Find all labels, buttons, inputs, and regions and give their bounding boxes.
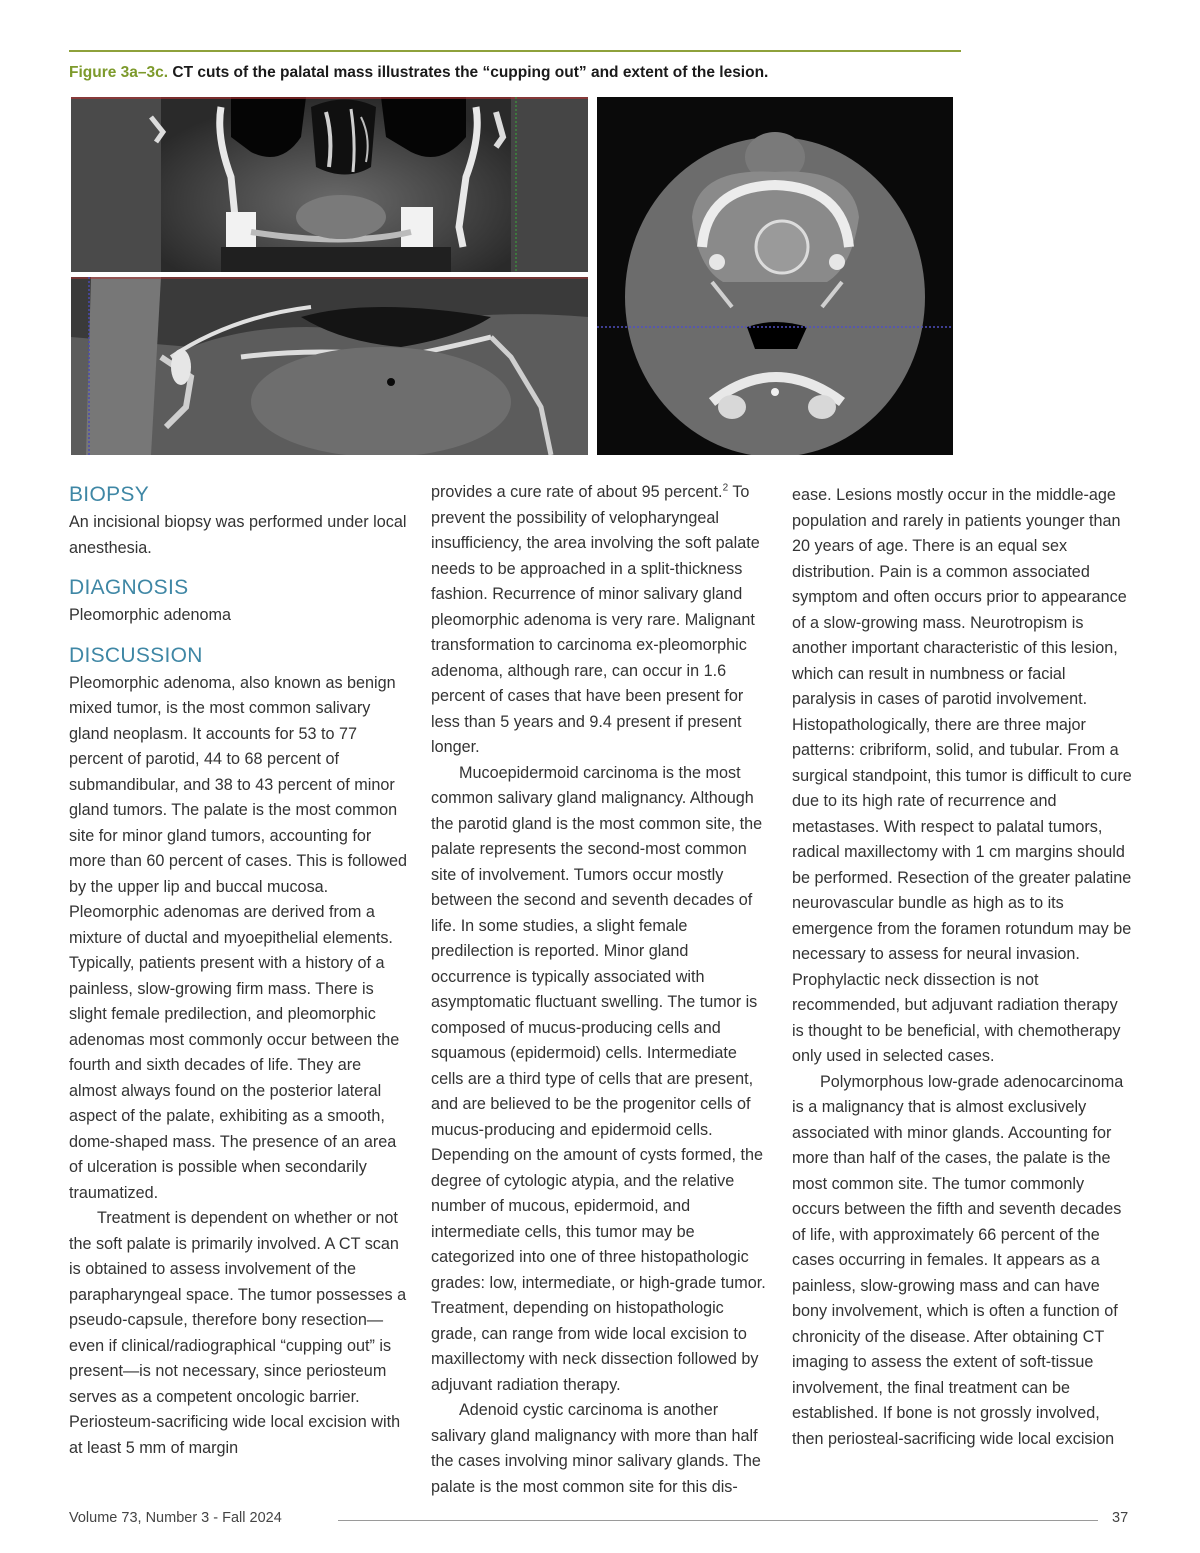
mucoepidermoid-paragraph: Mucoepidermoid carcinoma is the most common salivary gland malignancy. Although the parotid gland is the most common site, the palate represents the second-most common site of involvement. Tumors occur mostly between the second and seventh decades of life. In some studies, a slight female predilection is reported. Minor gland occurrence is typically associated with asymptomatic fluctuant swelling. The tumor is composed of mucus-producing cells and squamous (epidermoid) cells. Intermediate cells are a third type of cells that are present, and are believed to be the progenitor cells of mucus-producing and epidermoid cells. Depending on the amount of cysts formed, the degree of cytologic atypia, and the relative number of mucous, epidermoid, and intermediate cells, this tumor may be categorized into one of three histopathologic grades: low, intermediate, or high-grade tumor. Treatment, depending on histopathologic grade, can range from wide local excision to maxillectomy with neck dissection followed by adjuvant radiation therapy. [431, 763, 766, 1394]
adenoid-cystic-paragraph: Adenoid cystic carcinoma is another salivary gland malignancy with more than half the cases involving minor salivary glands. The palate is the most common site for this dis- [431, 1401, 761, 1496]
text-column-2 [431, 480, 771, 1500]
text-column-3 [792, 483, 1132, 1452]
ct-coronal-scan [71, 97, 588, 272]
discussion-heading: DISCUSSION [69, 643, 203, 667]
reference-superscript: 2 [722, 482, 729, 494]
text-column-1 [69, 478, 409, 1461]
ct-sagittal-scan [71, 277, 588, 455]
top-rule [69, 50, 961, 52]
polymorphous-paragraph: Polymorphous low-grade adenocarcinoma is a malignancy that is almost exclusively associated with minor glands. Accounting for more than half of the cases, the palate is the most common site. The tumor commonly occurs between the fifth and seventh decades of life, with approximately 66 percent of the cases occurring in females. It appears as a painless, slow-growing mass and can have bony involvement, which is often a function of chronicity of the disease. After obtaining CT imaging to assess the extent of soft-tissue involvement, the final treatment can be established. If bone is not grossly involved, then periosteal-sacrificing wide local excision [792, 1072, 1124, 1448]
figure-caption-text: CT cuts of the palatal mass illustrates the “cupping out” and extent of the lesion. [172, 64, 769, 81]
figure-caption [69, 64, 969, 82]
diagnosis-text: Pleomorphic adenoma [69, 606, 231, 624]
discussion-paragraph: Pleomorphic adenoma, also known as benign mixed tumor, is the most common salivary gland neoplasm. It accounts for 53 to 77 percent of parotid, 44 to 68 percent of submandibular, and 38 to 43 percent of minor gland tumors. The palate is the most common site for minor gland tumors, accounting for more than 60 percent of cases. This is followed by the upper lip and buccal mucosa. Pleomorphic adenomas are derived from a mixture of ductal and myoepithelial elements. Typically, patients present with a history of a painless, slow-growing firm mass. There is slight female predilection, and pleomorphic adenomas most commonly occur between the fourth and sixth decades of life. They are almost always found on the posterior lateral aspect of the palate, exhibiting as a smooth, dome-shaped mass. The presence of an area of ulceration is possible when secondarily traumatized. [69, 673, 408, 1202]
page-number: 37 [1112, 1510, 1129, 1526]
treatment-paragraph: Treatment is dependent on whether or not the soft palate is primarily involved. A CT scan is obtained to assess involvement of the parapharyngeal space. The tumor possesses a pseudo-capsule, therefore bony resection—even if clinical/radiographical “cupping out” is present—is not necessary, since periosteum serves as a competent oncologic barrier. Periosteum-sacrificing wide local excision with at least 5 mm of margin [69, 1209, 407, 1457]
biopsy-text: An incisional biopsy was performed under local anesthesia. [69, 513, 407, 557]
adenoid-cystic-continued-paragraph: ease. Lesions mostly occur in the middle-age population and rarely in patients younger than 20 years of age. There is an equal sex distribution. Pain is a common associated symptom and often occurs prior to appearance of a slow-growing mass. Neurotropism is another important characteristic of this lesion, which can result in numbness or facial paralysis in cases of parotid involvement. Histopathologically, there are three major patterns: cribriform, solid, and tubular. From a surgical standpoint, this tumor is difficult to cure due to its high rate of recurrence and metastases. With respect to palatal tumors, radical maxillectomy with 1 cm margins should be performed. Resection of the greater palatine neurovascular bundle as high as to its emergence from the foramen rotundum may be necessary to assess for neural invasion. Prophylactic neck dissection is not recommended, but adjuvant radiation therapy is thought to be beneficial, with chemotherapy only used in selected cases. [792, 486, 1132, 1065]
footer-issue: Volume 73, Number 3 - Fall 2024 [69, 1510, 282, 1526]
continued-paragraph [431, 480, 771, 761]
biopsy-heading: BIOPSY [69, 483, 149, 506]
diagnosis-heading: DIAGNOSIS [69, 576, 189, 599]
paragraph-start: provides a cure rate of about 95 percent. [431, 483, 723, 501]
paragraph-rest: To prevent the possibility of velopharyngeal insufficiency, the area involving the soft palate needs to be approached in a split-thickness fashion. Recurrence of minor salivary gland pleomorphic adenoma is very rare. Malignant transformation to carcinoma ex-pleomorphic adenoma, although rare, can occur in 1.6 percent of cases that have been present for less than 5 years and 9.4 present if present longer. [431, 483, 760, 756]
footer-rule [338, 1520, 1098, 1521]
figure-label: Figure 3a–3c. [69, 64, 169, 81]
ct-axial-scan [597, 97, 953, 455]
